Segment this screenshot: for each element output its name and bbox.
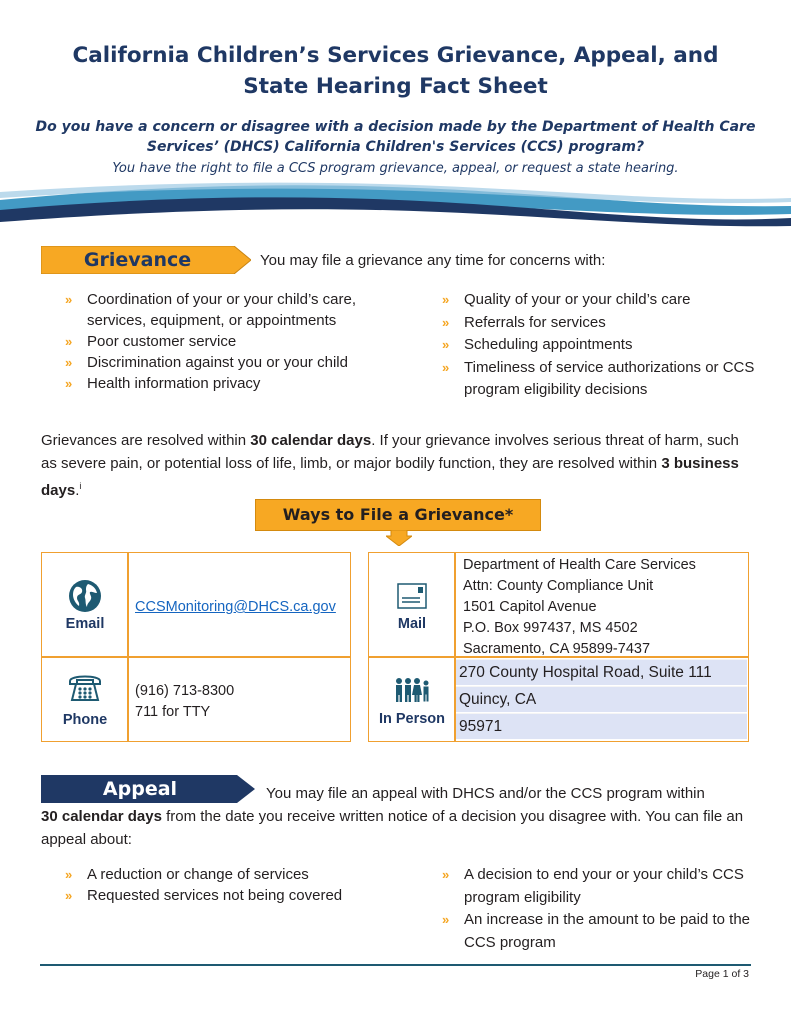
bullet-icon: » [442,292,450,307]
intro-question-line-1: Do you have a concern or disagree with a decision made by the Department of Health Care [35,119,756,135]
bullet-icon: » [65,292,73,307]
tty-number: 711 for TTY [135,704,211,720]
grievance-resolution-paragraph [41,429,751,502]
list-item [41,289,401,331]
email-link[interactable]: CCSMonitoring@DHCS.ca.gov [135,599,336,615]
in-person-street: 270 County Hospital Road, Suite 111 [456,659,747,685]
appeal-lead-paragraph [41,805,751,851]
list-item-text: Referrals for services [464,313,606,331]
address-line: 1501 Capitol Avenue [463,599,597,615]
intro-rights: You have the right to file a CCS program grievance, appeal, or request a state hearing. [112,161,679,176]
appeal-label: Appeal [102,778,178,800]
address-line: Department of Health Care Services [463,557,696,573]
list-item [41,885,401,906]
email-cell [135,598,336,616]
list-item [41,373,401,394]
title-line-2: State Hearing Fact Sheet [243,74,548,99]
para-bold-business-days: 3 business days [41,455,739,499]
para-text: . If your grievance involves serious threat of harm, such as severe pain, or potential loss of life, limb, or major bodily function, they are resolved within [41,432,739,472]
mail-icon [396,582,428,610]
bullet-icon: » [65,376,73,391]
in-person-label: In Person [378,711,446,727]
table-divider [41,656,351,658]
intro-question [30,117,761,157]
mail-label: Mail [397,616,427,632]
ways-to-file-heading: Ways to File a Grievance* [255,499,541,531]
bullet-icon: » [442,867,450,882]
intro-question-line-2: Services’ (DHCS) California Children's Services (CCS) program? [146,139,645,155]
bullet-icon: » [442,337,450,352]
list-item-text: Quality of your or your child’s care [464,291,691,308]
header-wave [0,178,791,228]
grievance-list-right [418,289,758,402]
address-line: Attn: County Compliance Unit [463,578,654,594]
bullet-icon: » [442,314,450,330]
appeal-list-left [41,864,401,906]
list-item [41,864,401,885]
email-label: Email [65,616,105,632]
address-line: P.O. Box 997437, MS 4502 [463,620,638,636]
bullet-icon: » [65,867,73,882]
table-divider [127,552,129,742]
grievance-list-left [41,289,401,394]
bullet-icon: » [442,912,450,927]
grievance-section-tag [41,246,251,274]
list-item [418,312,758,335]
list-item [418,909,758,954]
list-item-text: Timeliness of service authorizations or CCS program eligibility decisions [464,358,755,398]
in-person-city: Quincy, CA [456,686,747,712]
list-item-text: Discrimination against you or your child [87,354,348,371]
bullet-icon: » [442,359,450,375]
list-item-text: An increase in the amount to be paid to the CCS program [464,911,751,951]
list-item [418,289,758,312]
phone-label: Phone [62,712,108,728]
title-line-1: California Children’s Services Grievance, Appeal, and [72,43,719,68]
page-title [0,40,791,102]
list-item-text: A reduction or change of services [87,866,309,883]
list-item [418,357,758,402]
appeal-list-right [418,864,758,954]
list-item [418,864,758,909]
list-item [41,331,401,352]
address-line: Sacramento, CA 95899-7437 [463,641,651,657]
list-item-text: Health information privacy [87,375,261,392]
telephone-icon [67,672,103,704]
appeal-lead-line-1: You may file an appeal with DHCS and/or the CCS program within [266,785,705,802]
bullet-icon: » [65,334,73,349]
list-item-text: Scheduling appointments [464,336,633,353]
phone-number: (916) 713-8300 [135,683,235,699]
bullet-icon: » [65,888,73,903]
mail-address [463,555,696,660]
appeal-section-tag [41,775,255,803]
footnote-marker: i [79,481,82,491]
in-person-zip: 95971 [456,713,747,739]
page-number: Page 1 of 3 [695,968,749,980]
para-text: . [75,482,80,499]
list-item-text: Coordination of your or your child’s care, services, equipment, or appointments [87,291,357,329]
footer-divider [40,964,751,966]
list-item-text: Requested services not being covered [87,887,343,904]
list-item [418,334,758,357]
grievance-label: Grievance [83,249,192,271]
list-item [41,352,401,373]
bullet-icon: » [65,355,73,370]
globe-icon [67,578,103,614]
down-arrow-icon [386,530,412,546]
list-item-text: A decision to end your or your child’s CCS program eligibility [464,866,744,906]
list-item-text: Poor customer service [87,333,237,350]
phone-cell [135,681,234,723]
para-text: Grievances are resolved within [41,432,251,449]
para-bold-days: 30 calendar days [41,808,162,825]
para-bold-days: 30 calendar days [250,432,372,449]
people-icon [394,677,430,703]
para-text: from the date you receive written notice of a decision you disagree with. You can file an appeal about: [41,808,744,848]
grievance-lead: You may file a grievance any time for concerns with: [260,252,606,269]
